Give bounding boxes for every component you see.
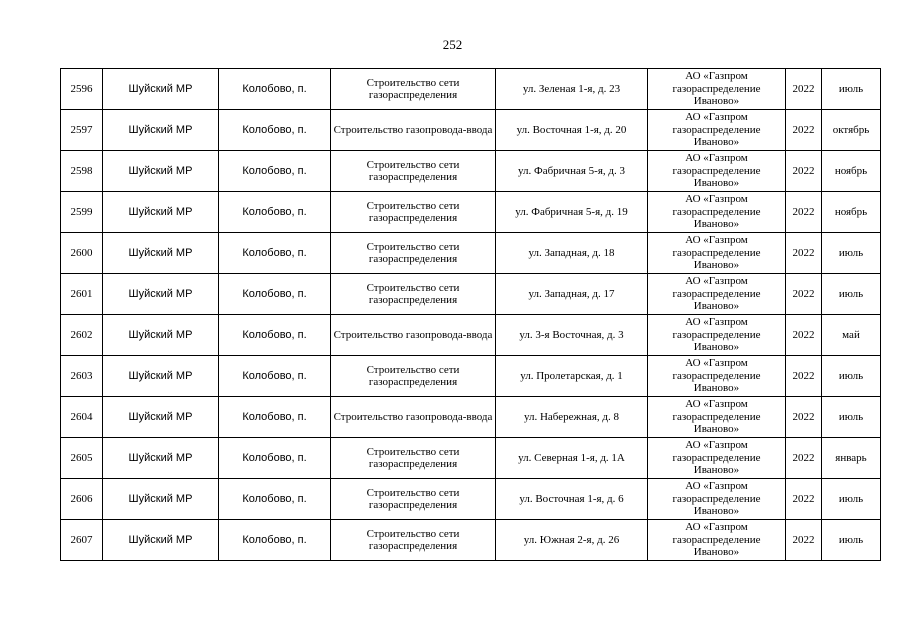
cell-year: 2022 — [786, 479, 822, 520]
cell-address: ул. Восточная 1-я, д. 20 — [496, 110, 648, 151]
cell-month: июль — [822, 274, 881, 315]
cell-locality: Колобово, п. — [219, 356, 331, 397]
cell-number: 2606 — [61, 479, 103, 520]
cell-organization: АО «Газпром газораспределение Иваново» — [648, 151, 786, 192]
cell-locality: Колобово, п. — [219, 192, 331, 233]
cell-year: 2022 — [786, 192, 822, 233]
cell-month: октябрь — [822, 110, 881, 151]
cell-number: 2601 — [61, 274, 103, 315]
cell-year: 2022 — [786, 397, 822, 438]
cell-month: июль — [822, 69, 881, 110]
cell-number: 2596 — [61, 69, 103, 110]
cell-year: 2022 — [786, 274, 822, 315]
cell-district: Шуйский МР — [103, 192, 219, 233]
cell-organization: АО «Газпром газораспределение Иваново» — [648, 356, 786, 397]
cell-work-type: Строительство газопровода-ввода — [331, 110, 496, 151]
table-row — [61, 233, 881, 274]
table-row — [61, 192, 881, 233]
cell-year: 2022 — [786, 520, 822, 561]
cell-month: январь — [822, 438, 881, 479]
cell-locality: Колобово, п. — [219, 315, 331, 356]
cell-organization: АО «Газпром газораспределение Иваново» — [648, 110, 786, 151]
cell-month: июль — [822, 233, 881, 274]
cell-number: 2600 — [61, 233, 103, 274]
cell-district: Шуйский МР — [103, 233, 219, 274]
cell-work-type: Строительство сети газораспределения — [331, 151, 496, 192]
table-row — [61, 69, 881, 110]
table-row — [61, 110, 881, 151]
cell-month: ноябрь — [822, 192, 881, 233]
table-row — [61, 520, 881, 561]
cell-work-type: Строительство сети газораспределения — [331, 192, 496, 233]
cell-district: Шуйский МР — [103, 438, 219, 479]
cell-number: 2604 — [61, 397, 103, 438]
cell-organization: АО «Газпром газораспределение Иваново» — [648, 274, 786, 315]
cell-year: 2022 — [786, 233, 822, 274]
cell-number: 2607 — [61, 520, 103, 561]
cell-address: ул. Зеленая 1-я, д. 23 — [496, 69, 648, 110]
cell-locality: Колобово, п. — [219, 438, 331, 479]
cell-address: ул. Набережная, д. 8 — [496, 397, 648, 438]
table-row — [61, 151, 881, 192]
table-row — [61, 438, 881, 479]
cell-district: Шуйский МР — [103, 479, 219, 520]
cell-work-type: Строительство сети газораспределения — [331, 356, 496, 397]
cell-organization: АО «Газпром газораспределение Иваново» — [648, 192, 786, 233]
cell-organization: АО «Газпром газораспределение Иваново» — [648, 520, 786, 561]
cell-month: июль — [822, 356, 881, 397]
cell-work-type: Строительство сети газораспределения — [331, 274, 496, 315]
cell-month: июль — [822, 479, 881, 520]
cell-organization: АО «Газпром газораспределение Иваново» — [648, 438, 786, 479]
gas-works-table — [60, 68, 881, 561]
cell-district: Шуйский МР — [103, 397, 219, 438]
table-row — [61, 397, 881, 438]
table-body — [61, 69, 881, 561]
cell-district: Шуйский МР — [103, 356, 219, 397]
cell-month: июль — [822, 520, 881, 561]
cell-address: ул. Северная 1-я, д. 1А — [496, 438, 648, 479]
cell-year: 2022 — [786, 151, 822, 192]
cell-work-type: Строительство сети газораспределения — [331, 69, 496, 110]
cell-number: 2598 — [61, 151, 103, 192]
cell-address: ул. Фабричная 5-я, д. 19 — [496, 192, 648, 233]
cell-organization: АО «Газпром газораспределение Иваново» — [648, 69, 786, 110]
cell-address: ул. Фабричная 5-я, д. 3 — [496, 151, 648, 192]
cell-address: ул. Южная 2-я, д. 26 — [496, 520, 648, 561]
cell-address: ул. Пролетарская, д. 1 — [496, 356, 648, 397]
cell-district: Шуйский МР — [103, 69, 219, 110]
table-row — [61, 274, 881, 315]
cell-district: Шуйский МР — [103, 274, 219, 315]
cell-locality: Колобово, п. — [219, 479, 331, 520]
table-row — [61, 479, 881, 520]
cell-year: 2022 — [786, 315, 822, 356]
cell-work-type: Строительство газопровода-ввода — [331, 315, 496, 356]
cell-work-type: Строительство сети газораспределения — [331, 479, 496, 520]
cell-district: Шуйский МР — [103, 520, 219, 561]
cell-district: Шуйский МР — [103, 151, 219, 192]
cell-number: 2603 — [61, 356, 103, 397]
table-row — [61, 315, 881, 356]
cell-number: 2597 — [61, 110, 103, 151]
cell-work-type: Строительство сети газораспределения — [331, 438, 496, 479]
cell-year: 2022 — [786, 69, 822, 110]
cell-number: 2599 — [61, 192, 103, 233]
cell-work-type: Строительство сети газораспределения — [331, 233, 496, 274]
cell-number: 2602 — [61, 315, 103, 356]
page-number: 252 — [442, 37, 463, 52]
cell-number: 2605 — [61, 438, 103, 479]
cell-locality: Колобово, п. — [219, 151, 331, 192]
cell-locality: Колобово, п. — [219, 233, 331, 274]
cell-organization: АО «Газпром газораспределение Иваново» — [648, 315, 786, 356]
cell-organization: АО «Газпром газораспределение Иваново» — [648, 233, 786, 274]
cell-organization: АО «Газпром газораспределение Иваново» — [648, 479, 786, 520]
cell-month: май — [822, 315, 881, 356]
cell-address: ул. Восточная 1-я, д. 6 — [496, 479, 648, 520]
cell-year: 2022 — [786, 110, 822, 151]
cell-locality: Колобово, п. — [219, 274, 331, 315]
cell-year: 2022 — [786, 356, 822, 397]
cell-district: Шуйский МР — [103, 315, 219, 356]
cell-work-type: Строительство газопровода-ввода — [331, 397, 496, 438]
cell-address: ул. Западная, д. 18 — [496, 233, 648, 274]
cell-address: ул. 3-я Восточная, д. 3 — [496, 315, 648, 356]
cell-work-type: Строительство сети газораспределения — [331, 520, 496, 561]
cell-locality: Колобово, п. — [219, 69, 331, 110]
cell-year: 2022 — [786, 438, 822, 479]
cell-locality: Колобово, п. — [219, 110, 331, 151]
table-row — [61, 356, 881, 397]
cell-locality: Колобово, п. — [219, 520, 331, 561]
cell-locality: Колобово, п. — [219, 397, 331, 438]
cell-month: июль — [822, 397, 881, 438]
cell-month: ноябрь — [822, 151, 881, 192]
cell-district: Шуйский МР — [103, 110, 219, 151]
cell-organization: АО «Газпром газораспределение Иваново» — [648, 397, 786, 438]
cell-address: ул. Западная, д. 17 — [496, 274, 648, 315]
